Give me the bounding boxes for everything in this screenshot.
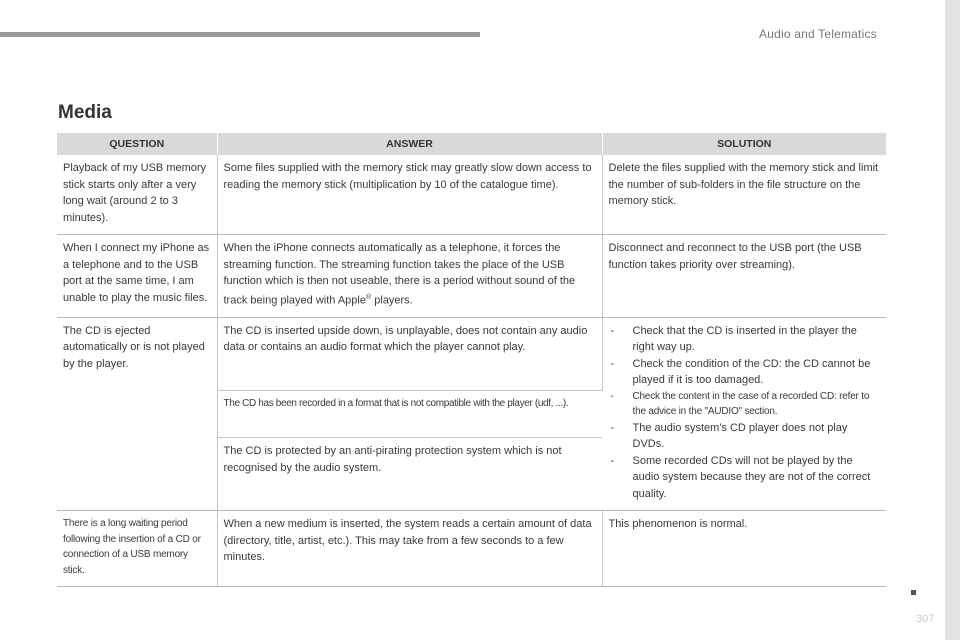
answer-cell: The CD has been recorded in a format that is not compatible with the player (udf, ...).: [217, 390, 602, 437]
answer-tail: players.: [371, 294, 413, 307]
solution-cell: [602, 317, 886, 511]
faq-table: [57, 133, 886, 587]
table-row: [57, 317, 886, 390]
question-cell: Playback of my USB memory stick starts only after a very long wait (around 2 to 3 minutes).: [57, 155, 217, 235]
answer-cell: Some files supplied with the memory stick may greatly slow down access to reading the memory stick (multiplication by 10 of the catalogue time).: [217, 155, 602, 235]
solution-list-item: - Some recorded CDs will not be played by the audio system because they are not of the correct quality.: [609, 453, 881, 503]
question-cell: The CD is ejected automatically or is not played by the player.: [57, 317, 217, 511]
column-header-question: QUESTION: [57, 133, 217, 155]
question-cell: There is a long waiting period following the insertion of a CD or connection of a USB memory stick.: [57, 511, 217, 587]
solution-list-item: - Check that the CD is inserted in the player the right way up.: [609, 323, 881, 356]
page-marker-icon: [911, 590, 916, 595]
table-row: [57, 155, 886, 235]
answer-cell: When a new medium is inserted, the system reads a certain amount of data (directory, title, artist, etc.). This may take from a few seconds to a few minutes.: [217, 511, 602, 587]
column-header-solution: SOLUTION: [602, 133, 886, 155]
registered-mark: ®: [365, 293, 372, 301]
column-header-answer: ANSWER: [217, 133, 602, 155]
table-row: [57, 511, 886, 587]
solution-cell: This phenomenon is normal.: [602, 511, 886, 587]
header-rule: [0, 32, 480, 37]
answer-cell: The CD is protected by an anti-pirating protection system which is not recognised by the audio system.: [217, 438, 602, 511]
solution-list-item: - The audio system's CD player does not play DVDs.: [609, 420, 881, 453]
solution-cell: Disconnect and reconnect to the USB port (the USB function takes priority over streaming).: [602, 235, 886, 318]
solution-cell: Delete the files supplied with the memory stick and limit the number of sub-folders in the file structure on the memory stick.: [602, 155, 886, 235]
answer-text: When the iPhone connects automatically as a telephone, it forces the streaming function. The streaming function takes the place of the USB function which is then not useable, there is a period without sound of the track being played with Apple: [223, 242, 576, 307]
table-row: [57, 235, 886, 318]
solution-list-item: - Check the condition of the CD: the CD cannot be played if it is too damaged.: [609, 356, 881, 389]
solution-list: [609, 323, 881, 503]
answer-cell: The CD is inserted upside down, is unplayable, does not contain any audio data or contains an audio format which the player cannot play.: [217, 317, 602, 390]
question-cell: When I connect my iPhone as a telephone and to the USB port at the same time, I am unable to play the music files.: [57, 235, 217, 318]
table-header-row: [57, 133, 886, 155]
chapter-title: Audio and Telematics: [759, 27, 877, 41]
page-number: 307: [916, 613, 935, 625]
answer-cell: [217, 235, 602, 318]
solution-list-item: - Check the content in the case of a recorded CD: refer to the advice in the "AUDIO" section.: [609, 389, 881, 420]
section-title: Media: [58, 102, 112, 123]
page-edge-strip: [945, 0, 960, 640]
